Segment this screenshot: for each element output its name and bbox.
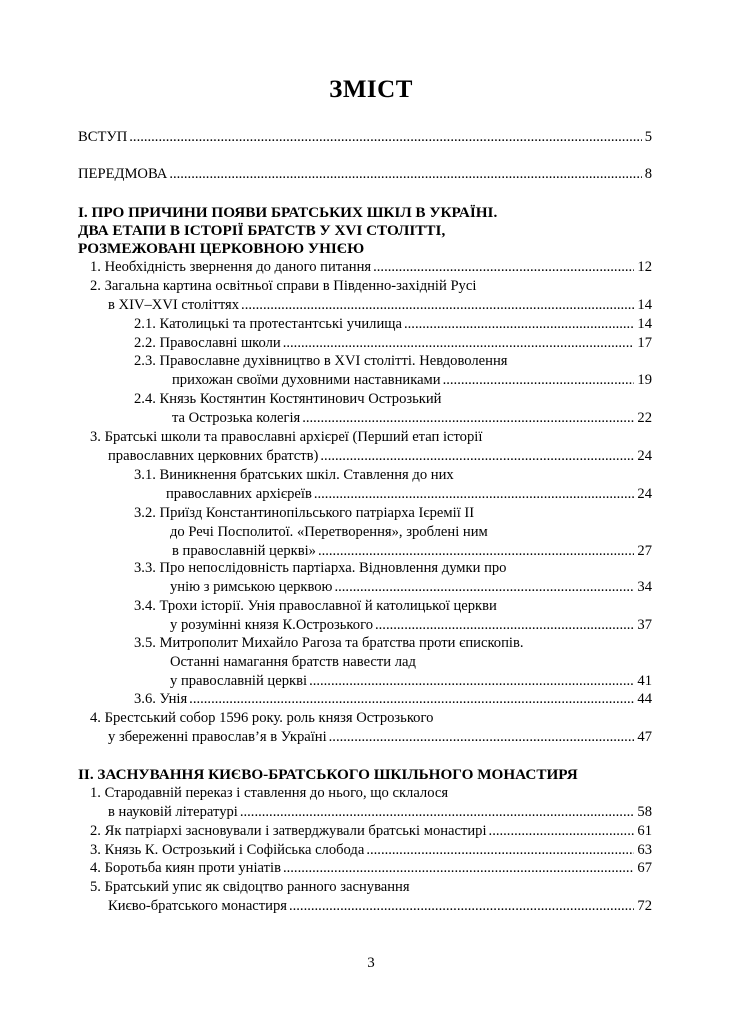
entry-text-first-line: 4. Брестський собор 1596 року. роль князя Острозького bbox=[90, 710, 434, 726]
entry-page: 22 bbox=[637, 410, 652, 426]
toc-entry-2-part-5[interactable] bbox=[90, 878, 652, 916]
entry-page: 34 bbox=[637, 579, 652, 595]
entry-page: 37 bbox=[637, 617, 652, 633]
entry-text: у православній церкві bbox=[170, 673, 308, 689]
entry-text: в науковій літературі bbox=[108, 804, 238, 820]
entry-text: 4. Боротьба киян проти уніатів bbox=[90, 860, 281, 876]
toc-entry-2-1[interactable] bbox=[134, 315, 652, 334]
entry-page: 47 bbox=[637, 729, 652, 745]
entry-page: 12 bbox=[637, 259, 652, 275]
entry-text: 3.6. Унія bbox=[134, 691, 188, 707]
entry-page: 19 bbox=[637, 372, 652, 388]
dot-leader bbox=[329, 728, 635, 747]
entry-text-first-line: 3.1. Виникнення братських шкіл. Ставлення до них bbox=[134, 467, 454, 483]
toc-entry-3-4[interactable] bbox=[134, 597, 652, 635]
dot-leader bbox=[241, 296, 634, 315]
toc-part-1-heading[interactable] bbox=[78, 204, 652, 258]
toc-entry-3[interactable] bbox=[90, 428, 652, 466]
dot-leader bbox=[169, 165, 641, 184]
entry-page: 67 bbox=[637, 860, 652, 876]
entry-text: в православній церкві» bbox=[172, 543, 316, 559]
dot-leader bbox=[404, 315, 634, 334]
entry-page: 17 bbox=[637, 335, 652, 351]
part-heading-line: І. ПРО ПРИЧИНИ ПОЯВИ БРАТСЬКИХ ШКІЛ В УКРАЇНІ. bbox=[78, 204, 498, 221]
toc-entry-2-part-1[interactable] bbox=[90, 784, 652, 822]
entry-text-first-line: 1. Стародавній переказ і ставлення до нього, що склалося bbox=[90, 785, 449, 801]
entry-text: 2.2. Православні школи bbox=[134, 335, 281, 351]
part-heading-line: ІІ. ЗАСНУВАННЯ КИЄВО-БРАТСЬКОГО ШКІЛЬНОГО МОНАСТИРЯ bbox=[78, 766, 578, 783]
entry-page: 72 bbox=[637, 898, 652, 914]
toc-entry-2-part-3[interactable] bbox=[90, 841, 652, 860]
entry-text: православних церковних братств) bbox=[108, 448, 319, 464]
toc-entry-2-3[interactable] bbox=[134, 352, 652, 390]
dot-leader bbox=[283, 859, 634, 878]
entry-text-first-line: 2.3. Православне духівництво в XVI столітті. Невдоволення bbox=[134, 353, 508, 369]
toc-entry-2[interactable] bbox=[90, 277, 652, 315]
toc-entry-1[interactable] bbox=[90, 258, 652, 277]
toc-entry-preface[interactable] bbox=[78, 165, 652, 184]
toc-entry-3-3[interactable] bbox=[134, 559, 652, 597]
entry-text-second-line: Останні намагання братств навести лад bbox=[170, 654, 416, 670]
entry-text-first-line: 2.4. Князь Костянтин Костянтинович Острозький bbox=[134, 391, 442, 407]
entry-page: 24 bbox=[637, 486, 652, 502]
dot-leader bbox=[302, 409, 634, 428]
entry-page: 24 bbox=[637, 448, 652, 464]
dot-leader bbox=[314, 485, 635, 504]
dot-leader bbox=[320, 447, 634, 466]
entry-text-first-line: 2. Загальна картина освітньої справи в Південно-західній Русі bbox=[90, 278, 477, 294]
part-heading-line: РОЗМЕЖОВАНІ ЦЕРКОВНОЮ УНІЄЮ bbox=[78, 240, 365, 257]
dot-leader bbox=[240, 803, 635, 822]
dot-leader bbox=[489, 822, 635, 841]
entry-page: 61 bbox=[637, 823, 652, 839]
entry-text: та Острозька колегія bbox=[172, 410, 301, 426]
entry-text: 3. Князь К. Острозький і Софійська слобода bbox=[90, 842, 365, 858]
entry-page: 27 bbox=[637, 543, 652, 559]
entry-text: у розумінні князя К.Острозького bbox=[170, 617, 373, 633]
entry-text: 2.1. Католицькі та протестантські училища bbox=[134, 316, 402, 332]
toc-entry-2-2[interactable] bbox=[134, 334, 652, 353]
entry-page: 14 bbox=[637, 297, 652, 313]
dot-leader bbox=[283, 334, 635, 353]
entry-text: ПЕРЕДМОВА bbox=[78, 166, 168, 182]
entry-text-first-line: 5. Братський упис як свідоцтво ранного заснування bbox=[90, 879, 410, 895]
toc-entry-4[interactable] bbox=[90, 709, 652, 747]
entry-page: 14 bbox=[637, 316, 652, 332]
dot-leader bbox=[366, 841, 634, 860]
entry-text: Києво-братського монастиря bbox=[108, 898, 287, 914]
entry-text: 2. Як патріархі засновували і затверджували братські монастирі bbox=[90, 823, 487, 839]
entry-text-first-line: 3.2. Приїзд Константинопільського патріарха Ієремії II bbox=[134, 505, 475, 521]
toc-entry-3-5[interactable] bbox=[134, 634, 652, 691]
toc-entry-2-part-2[interactable] bbox=[90, 822, 652, 841]
toc-entry-3-6[interactable] bbox=[134, 690, 652, 709]
part-heading-line: ДВА ЕТАПИ В ІСТОРІЇ БРАТСТВ У XVI СТОЛІТТІ, bbox=[78, 222, 446, 239]
dot-leader bbox=[373, 258, 634, 277]
page-number: 3 bbox=[367, 955, 375, 971]
toc-entry-2-4[interactable] bbox=[134, 390, 652, 428]
toc-entry-intro[interactable] bbox=[78, 128, 652, 147]
entry-page: 58 bbox=[637, 804, 652, 820]
toc-part-2-heading[interactable] bbox=[78, 765, 652, 784]
toc-entry-3-1[interactable] bbox=[134, 466, 652, 504]
entry-page: 63 bbox=[637, 842, 652, 858]
entry-text-first-line: 3.5. Митрополит Михайло Рагоза та братства проти єпископів. bbox=[134, 635, 524, 651]
entry-text: православних архієреїв bbox=[166, 486, 312, 502]
toc-entry-2-part-4[interactable] bbox=[90, 859, 652, 878]
dot-leader bbox=[289, 897, 634, 916]
entry-text-first-line: 3.4. Трохи історії. Унія православної й католицької церкви bbox=[134, 598, 497, 614]
entry-text: ВСТУП bbox=[78, 129, 128, 145]
dot-leader bbox=[334, 578, 634, 597]
entry-text-first-line: 3. Братські школи та православні архієреї (Перший етап історії bbox=[90, 429, 483, 445]
dot-leader bbox=[129, 128, 641, 147]
dot-leader bbox=[189, 690, 634, 709]
toc-heading: ЗМІСТ bbox=[329, 76, 413, 103]
entry-text-second-line: до Речі Посполитої. «Перетворення», зроблені ним bbox=[170, 524, 488, 540]
toc-entry-3-2[interactable] bbox=[134, 504, 652, 561]
entry-text: прихожан своїми духовними наставниками bbox=[172, 372, 441, 388]
entry-page: 44 bbox=[637, 691, 652, 707]
entry-text: унію з римською церквою bbox=[170, 579, 333, 595]
entry-text: у збереженні православ’я в Україні bbox=[108, 729, 327, 745]
entry-page: 5 bbox=[644, 129, 652, 145]
entry-page: 8 bbox=[644, 166, 652, 182]
entry-text: 1. Необхідність звернення до даного питання bbox=[90, 259, 372, 275]
entry-text: в XIV–XVI століттях bbox=[108, 297, 240, 313]
entry-text-first-line: 3.3. Про непослідовність партіарха. Відновлення думки про bbox=[134, 560, 507, 576]
dot-leader bbox=[375, 616, 634, 635]
dot-leader bbox=[309, 672, 634, 691]
dot-leader bbox=[443, 371, 635, 390]
entry-page: 41 bbox=[637, 673, 652, 689]
